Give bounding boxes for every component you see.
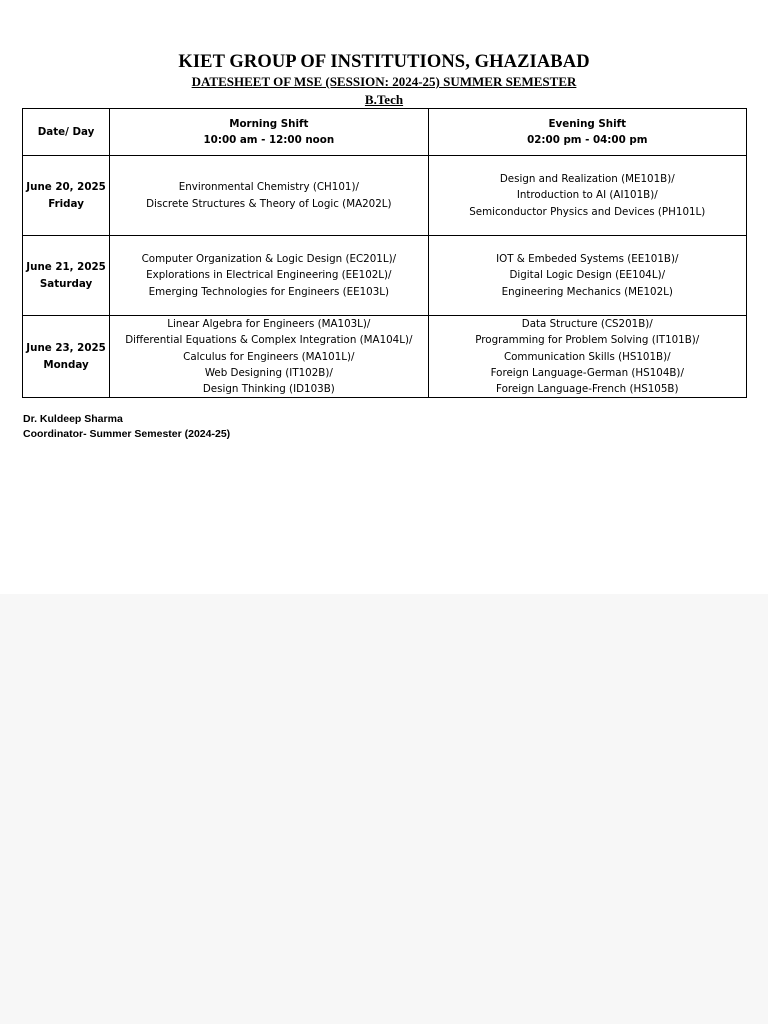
date-cell (23, 156, 110, 236)
subject-entry: Explorations in Electrical Engineering (EE102L)/ (146, 269, 392, 282)
evening-shift-time: 02:00 pm - 04:00 pm (527, 134, 648, 146)
date-cell (23, 236, 110, 316)
table-header-row (23, 109, 747, 156)
subject-entry: Linear Algebra for Engineers (MA103L)/ (167, 318, 371, 330)
exam-date: June 20, 2025 (26, 181, 106, 194)
subject-entry: Computer Organization & Logic Design (EC201L)/ (141, 253, 397, 266)
evening-shift-header (428, 109, 746, 156)
subject-entry: Environmental Chemistry (CH101)/ (178, 181, 359, 194)
subject-entry: Web Designing (IT102B)/ (204, 366, 333, 379)
subject-entry: Data Structure (CS201B)/ (521, 318, 653, 330)
program-label: B.Tech (364, 92, 404, 107)
morning-subjects-cell (110, 236, 428, 316)
subject-entry: Emerging Technologies for Engineers (EE103L) (148, 285, 390, 298)
morning-shift-header (110, 109, 428, 156)
datesheet-table (22, 108, 747, 398)
evening-subjects-cell (428, 316, 746, 398)
date-column-label: Date/ Day (37, 125, 95, 138)
morning-shift-time: 10:00 am - 12:00 noon (203, 134, 335, 146)
subject-entry: Semiconductor Physics and Devices (PH101L) (469, 205, 706, 218)
evening-subjects-cell (428, 236, 746, 316)
subject-entry: Engineering Mechanics (ME102L) (501, 285, 673, 298)
subject-entry: Calculus for Engineers (MA101L)/ (183, 350, 355, 363)
table-row (23, 316, 747, 398)
subject-entry: Foreign Language-German (HS104B)/ (490, 366, 684, 379)
table-row (23, 156, 747, 236)
exam-date: June 23, 2025 (26, 342, 106, 355)
table-row (23, 236, 747, 316)
coordinator-role: Coordinator- Summer Semester (2024-25) (23, 428, 231, 440)
morning-subjects-cell (110, 156, 428, 236)
evening-shift-title: Evening Shift (548, 117, 627, 130)
date-cell (23, 316, 110, 398)
institution-title: KIET GROUP OF INSTITUTIONS, GHAZIABAD (178, 52, 590, 72)
subject-entry: Introduction to AI (AI101B)/ (516, 189, 658, 202)
subject-entry: Foreign Language-French (HS105B) (496, 383, 679, 396)
subject-entry: Discrete Structures & Theory of Logic (MA202L) (146, 197, 392, 210)
exam-date: June 21, 2025 (26, 261, 106, 274)
morning-shift-title: Morning Shift (229, 117, 309, 130)
exam-day: Saturday (39, 277, 93, 290)
subject-entry: Design Thinking (ID103B) (202, 383, 335, 396)
evening-subjects-cell (428, 156, 746, 236)
exam-day: Friday (48, 197, 84, 210)
subject-entry: Differential Equations & Complex Integration (MA104L)/ (125, 334, 413, 347)
coordinator-name: Dr. Kuldeep Sharma (23, 413, 123, 425)
subject-entry: Programming for Problem Solving (IT101B)/ (475, 334, 700, 347)
datesheet-subtitle: DATESHEET OF MSE (SESSION: 2024-25) SUMMER SEMESTER (191, 74, 577, 89)
subject-entry: Digital Logic Design (EE104L)/ (509, 269, 666, 282)
morning-subjects-cell (110, 316, 428, 398)
subject-entry: IOT & Embeded Systems (EE101B)/ (496, 253, 679, 266)
exam-day: Monday (43, 358, 89, 371)
subject-entry: Communication Skills (HS101B)/ (503, 350, 671, 363)
date-column-header (23, 109, 110, 156)
subject-entry: Design and Realization (ME101B)/ (499, 173, 675, 186)
